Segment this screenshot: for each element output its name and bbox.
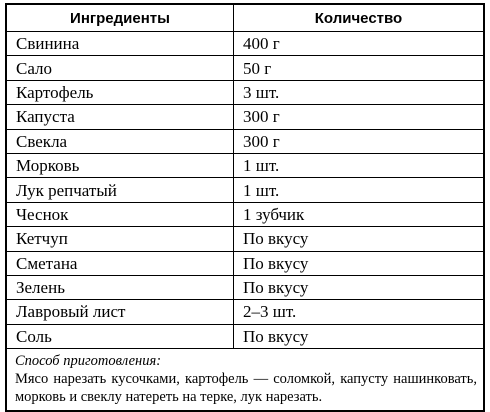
- ingredient-name: Кетчуп: [7, 227, 234, 250]
- cooking-method: [7, 348, 483, 410]
- ingredient-quantity: 400 г: [243, 34, 280, 54]
- ingredient-name: Сало: [7, 56, 234, 79]
- ingredient-name: Капуста: [7, 105, 234, 128]
- ingredient-quantity: По вкусу: [243, 229, 309, 249]
- table-header-row: [7, 5, 483, 31]
- table-row: [7, 299, 483, 323]
- ingredients-table: [5, 3, 485, 412]
- ingredient-quantity: По вкусу: [243, 326, 309, 346]
- ingredient-quantity: 3 шт.: [243, 82, 280, 102]
- cooking-method-title: Способ приготовления:: [15, 353, 162, 370]
- table-row: [7, 324, 483, 348]
- ingredient-name: Чеснок: [7, 203, 234, 226]
- table-row: [7, 80, 483, 104]
- table-row: [7, 104, 483, 128]
- table-row: [7, 226, 483, 250]
- header-ingredients: Ингредиенты: [7, 5, 234, 31]
- ingredient-name: Соль: [7, 325, 234, 348]
- table-row: [7, 177, 483, 201]
- ingredient-quantity: 300 г: [243, 107, 280, 127]
- ingredient-name: Лавровый лист: [7, 300, 234, 323]
- ingredient-quantity: 300 г: [243, 131, 280, 151]
- table-row: [7, 251, 483, 275]
- ingredient-name: Сметана: [7, 252, 234, 275]
- ingredient-quantity: По вкусу: [243, 278, 309, 298]
- ingredient-name: Лук репчатый: [7, 178, 234, 201]
- table-row: [7, 129, 483, 153]
- table-row: [7, 275, 483, 299]
- cooking-method-text: Мясо нарезать кусочками, картофель — соломкой, капусту нашинковать, морковь и свеклу натереть на терке, лук нарезать.: [15, 371, 477, 406]
- ingredient-quantity: По вкусу: [243, 253, 309, 273]
- ingredient-quantity: 1 шт.: [243, 180, 280, 200]
- ingredient-name: Картофель: [7, 81, 234, 104]
- table-row: [7, 31, 483, 55]
- ingredient-quantity: 2–3 шт.: [243, 302, 297, 322]
- ingredient-name: Свинина: [7, 32, 234, 55]
- header-quantity: Количество: [314, 9, 403, 27]
- ingredient-name: Зелень: [7, 276, 234, 299]
- ingredient-quantity: 1 шт.: [243, 156, 280, 176]
- table-row: [7, 153, 483, 177]
- ingredient-quantity: 1 зубчик: [243, 204, 305, 224]
- ingredient-name: Морковь: [7, 154, 234, 177]
- table-row: [7, 202, 483, 226]
- ingredient-name: Свекла: [7, 130, 234, 153]
- table-row: [7, 55, 483, 79]
- ingredient-quantity: 50 г: [243, 58, 272, 78]
